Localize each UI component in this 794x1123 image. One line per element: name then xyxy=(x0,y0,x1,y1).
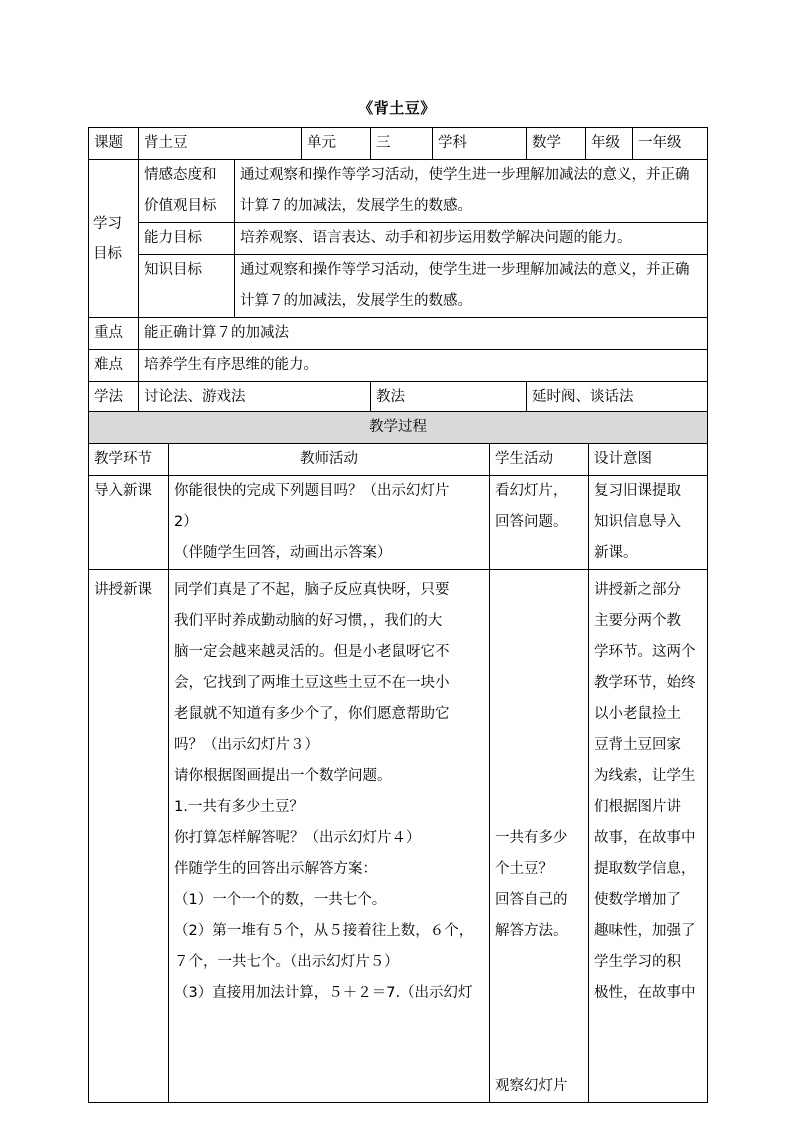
column-header-intent: 设计意图 xyxy=(589,444,708,476)
objective-text-knowledge: 通过观察和操作等学习活动，使学生进一步理解加减法的意义，并正确计算７的加减法，发展学生的数感。 xyxy=(235,255,708,318)
key-point-row xyxy=(89,318,708,350)
objective-label-knowledge: 知识目标 xyxy=(139,255,235,318)
column-header-student: 学生活动 xyxy=(490,444,589,476)
topic-row xyxy=(89,128,708,160)
subject-label: 学科 xyxy=(433,128,527,160)
text-line: 回答问题。 xyxy=(495,514,568,530)
difficulty-value: 培养学生有序思维的能力。 xyxy=(139,350,708,382)
text-line: 请你根据图画提出一个数学问题。 xyxy=(174,768,392,784)
topic-label: 课题 xyxy=(89,128,139,160)
stage-new-lesson: 讲授新课 xyxy=(89,570,169,1103)
text-line: 使数学增加了 xyxy=(594,892,681,908)
text-line: 2） xyxy=(174,514,198,530)
text-line: 老鼠就不知道有多少个了，你们愿意帮助它 xyxy=(174,706,450,722)
teaching-process-table xyxy=(88,411,708,1103)
text-line: 主要分两个教 xyxy=(594,613,681,629)
study-method-value: 讨论法、游戏法 xyxy=(139,382,371,414)
topic-value: 背土豆 xyxy=(139,128,302,160)
text-line: 复习旧课提取 xyxy=(594,483,681,499)
table-row xyxy=(89,476,708,570)
objective-label-emotion: 情感态度和价值观目标 xyxy=(139,160,235,223)
text-line: 同学们真是了不起，脑子反应真快呀，只要 xyxy=(174,582,450,598)
text-line: 豆背土豆回家 xyxy=(594,737,681,753)
text-line: 们根据图片讲 xyxy=(594,799,681,815)
objective-row-emotion xyxy=(89,160,708,223)
process-header-row xyxy=(89,412,708,444)
objective-text-emotion: 通过观察和操作等学习活动，使学生进一步理解加减法的意义，并正确计算７的加减法，发展学生的数感。 xyxy=(235,160,708,223)
text-line: 看幻灯片， xyxy=(495,483,568,499)
process-header: 教学过程 xyxy=(89,412,708,444)
text-line: 伴随学生的回答出示解答方案： xyxy=(174,861,377,877)
text-line: 学环节。这两个 xyxy=(594,644,696,660)
table-row xyxy=(89,570,708,1103)
text-line: 解答方法。 xyxy=(495,923,568,939)
text-line: 你打算怎样解答呢？（出示幻灯片４） xyxy=(174,830,421,846)
difficulty-row xyxy=(89,350,708,382)
subject-value: 数学 xyxy=(527,128,586,160)
student-activity-new-lesson xyxy=(490,570,589,1103)
text-line: 个土豆？ xyxy=(495,861,553,877)
grade-value: 一年级 xyxy=(633,128,708,160)
objective-label-ability: 能力目标 xyxy=(139,223,235,255)
method-row xyxy=(89,382,708,414)
design-intent-intro xyxy=(589,476,708,570)
text-line: 观察幻灯片 xyxy=(495,1078,568,1094)
text-line: 1.一共有多少土豆？ xyxy=(174,799,304,815)
text-line: 极性，在故事中 xyxy=(594,985,696,1001)
text-line: （伴随学生回答，动画出示答案） xyxy=(174,545,392,561)
text-line: 你能很快的完成下列题目吗？（出示幻灯片 xyxy=(174,483,450,499)
stage-intro: 导入新课 xyxy=(89,476,169,570)
text-line: 教学环节，始终 xyxy=(594,675,696,691)
column-header-row xyxy=(89,444,708,476)
text-line: 讲授新之部分 xyxy=(594,582,681,598)
text-line: 回答自己的 xyxy=(495,892,568,908)
text-line: 吗？（出示幻灯片３） xyxy=(174,737,319,753)
page-title: 《背土豆》 xyxy=(358,99,436,117)
column-header-stage: 教学环节 xyxy=(89,444,169,476)
design-intent-new-lesson xyxy=(589,570,708,1103)
text-line: 一共有多少 xyxy=(495,830,568,846)
grade-label: 年级 xyxy=(586,128,633,160)
objective-row-ability xyxy=(89,223,708,255)
text-line: 为线索，让学生 xyxy=(594,768,696,784)
text-line: （3）直接用加法计算，５＋２＝7.（出示幻灯 xyxy=(174,985,473,1001)
objective-row-knowledge xyxy=(89,255,708,318)
unit-label: 单元 xyxy=(302,128,371,160)
text-line: 新课。 xyxy=(594,545,638,561)
text-line: 故事，在故事中 xyxy=(594,830,696,846)
text-line: （2）第一堆有５个，从５接着往上数，６个， xyxy=(174,923,474,939)
text-line: 以小老鼠捡土 xyxy=(594,706,681,722)
text-line: 会，它找到了两堆土豆这些土豆不在一块小 xyxy=(174,675,450,691)
teach-method-value: 延时阀、谈话法 xyxy=(527,382,708,414)
text-line: 学生学习的积 xyxy=(594,954,681,970)
lesson-info-table xyxy=(88,127,708,414)
student-activity-intro xyxy=(490,476,589,570)
text-line: ７个，一共七个。（出示幻灯片５） xyxy=(174,954,399,970)
column-header-teacher: 教师活动 xyxy=(169,444,490,476)
objectives-label: 学习目标 xyxy=(89,160,139,318)
objective-text-ability: 培养观察、语言表达、动手和初步运用数学解决问题的能力。 xyxy=(235,223,708,255)
text-line: 脑一定会越来越灵活的。但是小老鼠呀它不 xyxy=(174,644,450,660)
teach-method-label: 教法 xyxy=(371,382,527,414)
text-line: 知识信息导入 xyxy=(594,514,681,530)
difficulty-label: 难点 xyxy=(89,350,139,382)
study-method-label: 学法 xyxy=(89,382,139,414)
text-line: 提取数学信息， xyxy=(594,861,696,877)
unit-value: 三 xyxy=(371,128,433,160)
text-line: 趣味性，加强了 xyxy=(594,923,696,939)
text-line: 我们平时养成勤动脑的好习惯，，我们的大 xyxy=(174,613,443,629)
teacher-activity-new-lesson xyxy=(169,570,490,1103)
text-line: （1）一个一个的数，一共七个。 xyxy=(174,892,387,908)
key-point-label: 重点 xyxy=(89,318,139,350)
teacher-activity-intro xyxy=(169,476,490,570)
key-point-value: 能正确计算７的加减法 xyxy=(139,318,708,350)
